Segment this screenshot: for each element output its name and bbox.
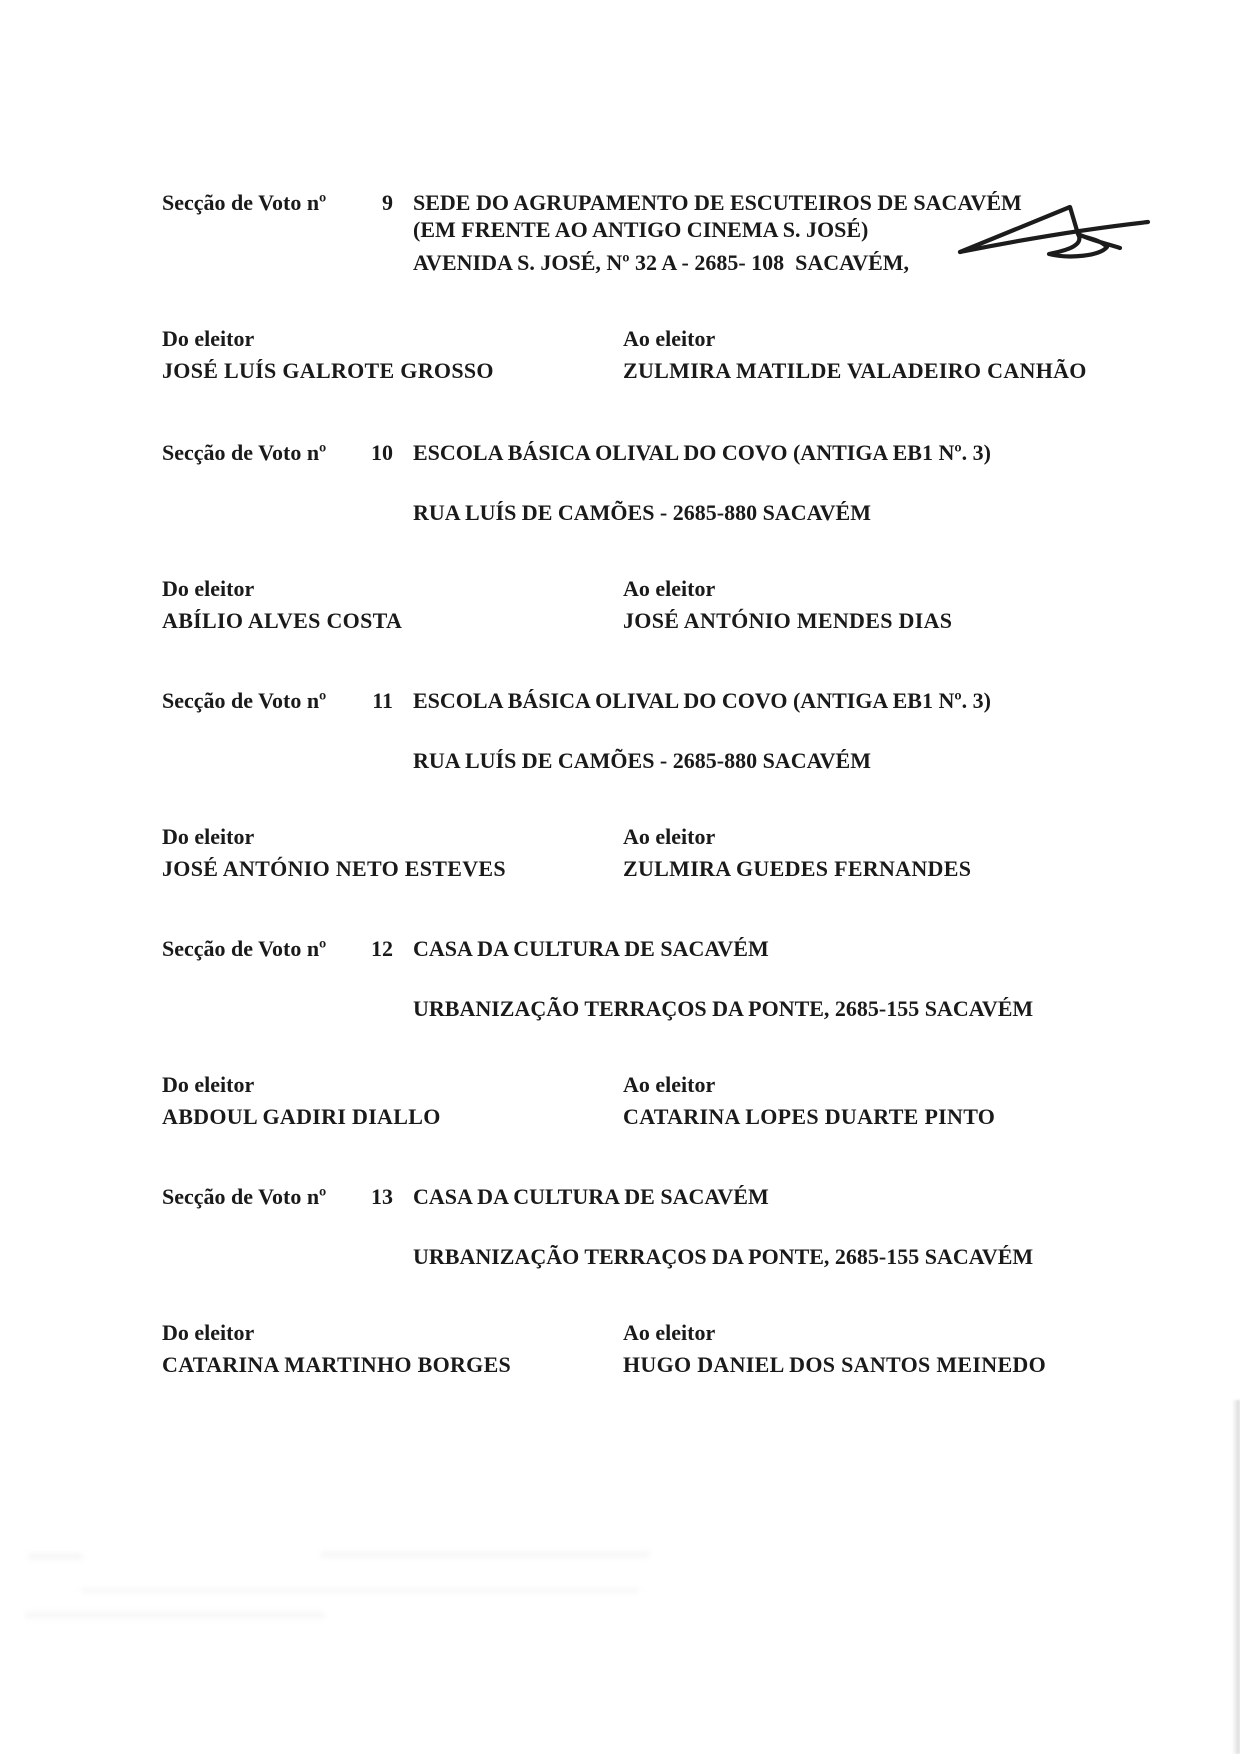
handwritten-signature-icon (950, 196, 1160, 268)
to-elector-name: CATARINA LOPES DUARTE PINTO (623, 1104, 996, 1129)
to-elector-label: Ao eleitor (623, 824, 716, 849)
section-address: AVENIDA S. JOSÉ, Nº 32 A - 2685- 108 SACAVÉM, (413, 250, 910, 275)
section-number: 12 (371, 936, 393, 961)
voting-section-10-block (0, 439, 1240, 689)
section-address: URBANIZAÇÃO TERRAÇOS DA PONTE, 2685-155 SACAVÉM (413, 1244, 1034, 1269)
from-elector-name: ABÍLIO ALVES COSTA (162, 608, 403, 633)
from-elector-label: Do eleitor (162, 824, 255, 849)
section-address: URBANIZAÇÃO TERRAÇOS DA PONTE, 2685-155 SACAVÉM (413, 996, 1034, 1021)
section-label: Secção de Voto nº (162, 440, 327, 465)
section-venue: ESCOLA BÁSICA OLIVAL DO COVO (ANTIGA EB1 Nº. 3) (413, 440, 991, 465)
from-elector-label: Do eleitor (162, 326, 255, 351)
from-elector-label: Do eleitor (162, 1320, 255, 1345)
from-elector-label: Do eleitor (162, 1072, 255, 1097)
to-elector-name: ZULMIRA MATILDE VALADEIRO CANHÃO (623, 358, 1087, 383)
scan-edge-shadow (1232, 1400, 1240, 1754)
section-number: 11 (372, 688, 393, 713)
voting-section-12-block (0, 935, 1240, 1185)
from-elector-name: ABDOUL GADIRI DIALLO (162, 1104, 441, 1129)
section-label: Secção de Voto nº (162, 936, 327, 961)
section-venue: ESCOLA BÁSICA OLIVAL DO COVO (ANTIGA EB1 Nº. 3) (413, 688, 991, 713)
scan-artifact (320, 1552, 650, 1557)
section-label: Secção de Voto nº (162, 1184, 327, 1209)
section-address: RUA LUÍS DE CAMÕES - 2685-880 SACAVÉM (413, 500, 871, 525)
section-venue: CASA DA CULTURA DE SACAVÉM (413, 936, 769, 961)
section-venue: CASA DA CULTURA DE SACAVÉM (413, 1184, 769, 1209)
to-elector-label: Ao eleitor (623, 326, 716, 351)
to-elector-name: ZULMIRA GUEDES FERNANDES (623, 856, 972, 881)
voting-section-11-block (0, 687, 1240, 937)
to-elector-label: Ao eleitor (623, 1320, 716, 1345)
from-elector-name: JOSÉ LUÍS GALROTE GROSSO (162, 358, 494, 383)
to-elector-label: Ao eleitor (623, 576, 716, 601)
scan-artifact (28, 1554, 83, 1559)
scan-artifact (80, 1588, 640, 1593)
section-number: 10 (371, 440, 393, 465)
to-elector-name: JOSÉ ANTÓNIO MENDES DIAS (623, 608, 953, 633)
from-elector-label: Do eleitor (162, 576, 255, 601)
to-elector-name: HUGO DANIEL DOS SANTOS MEINEDO (623, 1352, 1047, 1377)
section-label: Secção de Voto nº (162, 190, 327, 215)
section-venue: SEDE DO AGRUPAMENTO DE ESCUTEIROS DE SACAVÉM (EM FRENTE AO ANTIGO CINEMA S. JOSÉ) (413, 190, 1022, 242)
from-elector-name: CATARINA MARTINHO BORGES (162, 1352, 512, 1377)
to-elector-label: Ao eleitor (623, 1072, 716, 1097)
section-number: 13 (371, 1184, 393, 1209)
section-label: Secção de Voto nº (162, 688, 327, 713)
scan-artifact (25, 1612, 325, 1618)
from-elector-name: JOSÉ ANTÓNIO NETO ESTEVES (162, 856, 506, 881)
section-address: RUA LUÍS DE CAMÕES - 2685-880 SACAVÉM (413, 748, 871, 773)
section-number: 9 (382, 190, 393, 215)
voting-section-13-block (0, 1183, 1240, 1433)
